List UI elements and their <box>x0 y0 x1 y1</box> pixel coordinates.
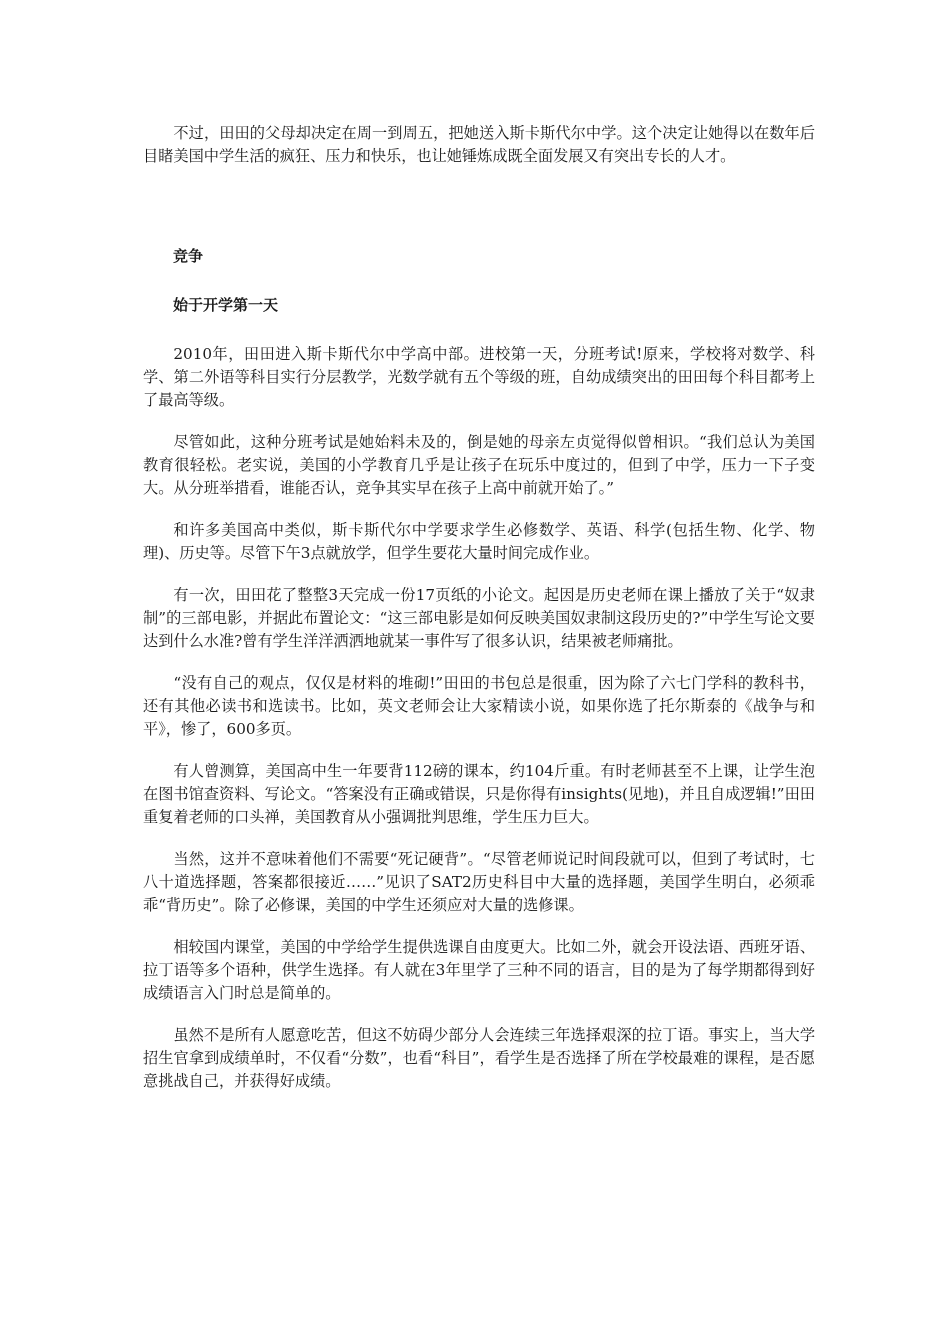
body-paragraph: 当然，这并不意味着他们不需要“死记硬背”。“尽管老师说记时间段就可以，但到了考试时，七八十道选择题，答案都很接近……”见识了SAT2历史科目中大量的选择题，美国学生明白，必须乖乖“背历史”。除了必修课，美国的中学生还须应对大量的选修课。 <box>143 850 815 914</box>
body-paragraph: 有人曾测算，美国高中生一年要背112磅的课本，约104斤重。有时老师甚至不上课，让学生泡在图书馆查资料、写论文。“答案没有正确或错误，只是你得有insights(见地)，并且自成逻辑!”田田重复着老师的口头禅，美国教育从小强调批判思维，学生压力巨大。 <box>143 762 815 826</box>
intro-paragraph: 不过，田田的父母却决定在周一到周五，把她送入斯卡斯代尔中学。这个决定让她得以在数年后目睹美国中学生活的疯狂、压力和快乐，也让她锤炼成既全面发展又有突出专长的人才。 <box>143 124 815 165</box>
body-paragraph: 2010年，田田进入斯卡斯代尔中学高中部。进校第一天，分班考试!原来，学校将对数学、科学、第二外语等科目实行分层教学，光数学就有五个等级的班，自幼成绩突出的田田每个科目都考上了最高等级。 <box>143 345 815 409</box>
body-paragraph: 尽管如此，这种分班考试是她始料未及的，倒是她的母亲左贞觉得似曾相识。“我们总认为美国教育很轻松。老实说，美国的小学教育几乎是让孩子在玩乐中度过的，但到了中学，压力一下子变大。从分班举措看，谁能否认，竞争其实早在孩子上高中前就开始了。” <box>143 433 815 497</box>
section-heading: 竞争 <box>173 247 204 265</box>
section-subheading: 始于开学第一天 <box>173 296 279 314</box>
body-paragraph: 相较国内课堂，美国的中学给学生提供选课自由度更大。比如二外，就会开设法语、西班牙语、拉丁语等多个语种，供学生选择。有人就在3年里学了三种不同的语言，目的是为了每学期都得到好成绩语言入门时总是简单的。 <box>143 938 815 1002</box>
section-gap <box>143 187 815 245</box>
body-paragraph: “没有自己的观点，仅仅是材料的堆砌!”田田的书包总是很重，因为除了六七门学科的教科书，还有其他必读书和选读书。比如，英文老师会让大家精读小说，如果你选了托尔斯泰的《战争与和平》，惨了，600多页。 <box>143 674 815 738</box>
body-paragraph: 有一次，田田花了整整3天完成一份17页纸的小论文。起因是历史老师在课上播放了关于“奴隶制”的三部电影，并据此布置论文：“这三部电影是如何反映美国奴隶制这段历史的?”中学生写论文要达到什么水准?曾有学生洋洋洒洒地就某一事件写了很多认识，结果被老师痛批。 <box>143 586 815 650</box>
document-page <box>143 122 815 1112</box>
body-paragraph: 虽然不是所有人愿意吃苦，但这不妨碍少部分人会连续三年选择艰深的拉丁语。事实上，当大学招生官拿到成绩单时，不仅看“分数”，也看“科目”，看学生是否选择了所在学校最难的课程，是否愿意挑战自己，并获得好成绩。 <box>143 1026 815 1090</box>
body-paragraph: 和许多美国高中类似，斯卡斯代尔中学要求学生必修数学、英语、科学(包括生物、化学、物理)、历史等。尽管下午3点就放学，但学生要花大量时间完成作业。 <box>143 521 815 562</box>
